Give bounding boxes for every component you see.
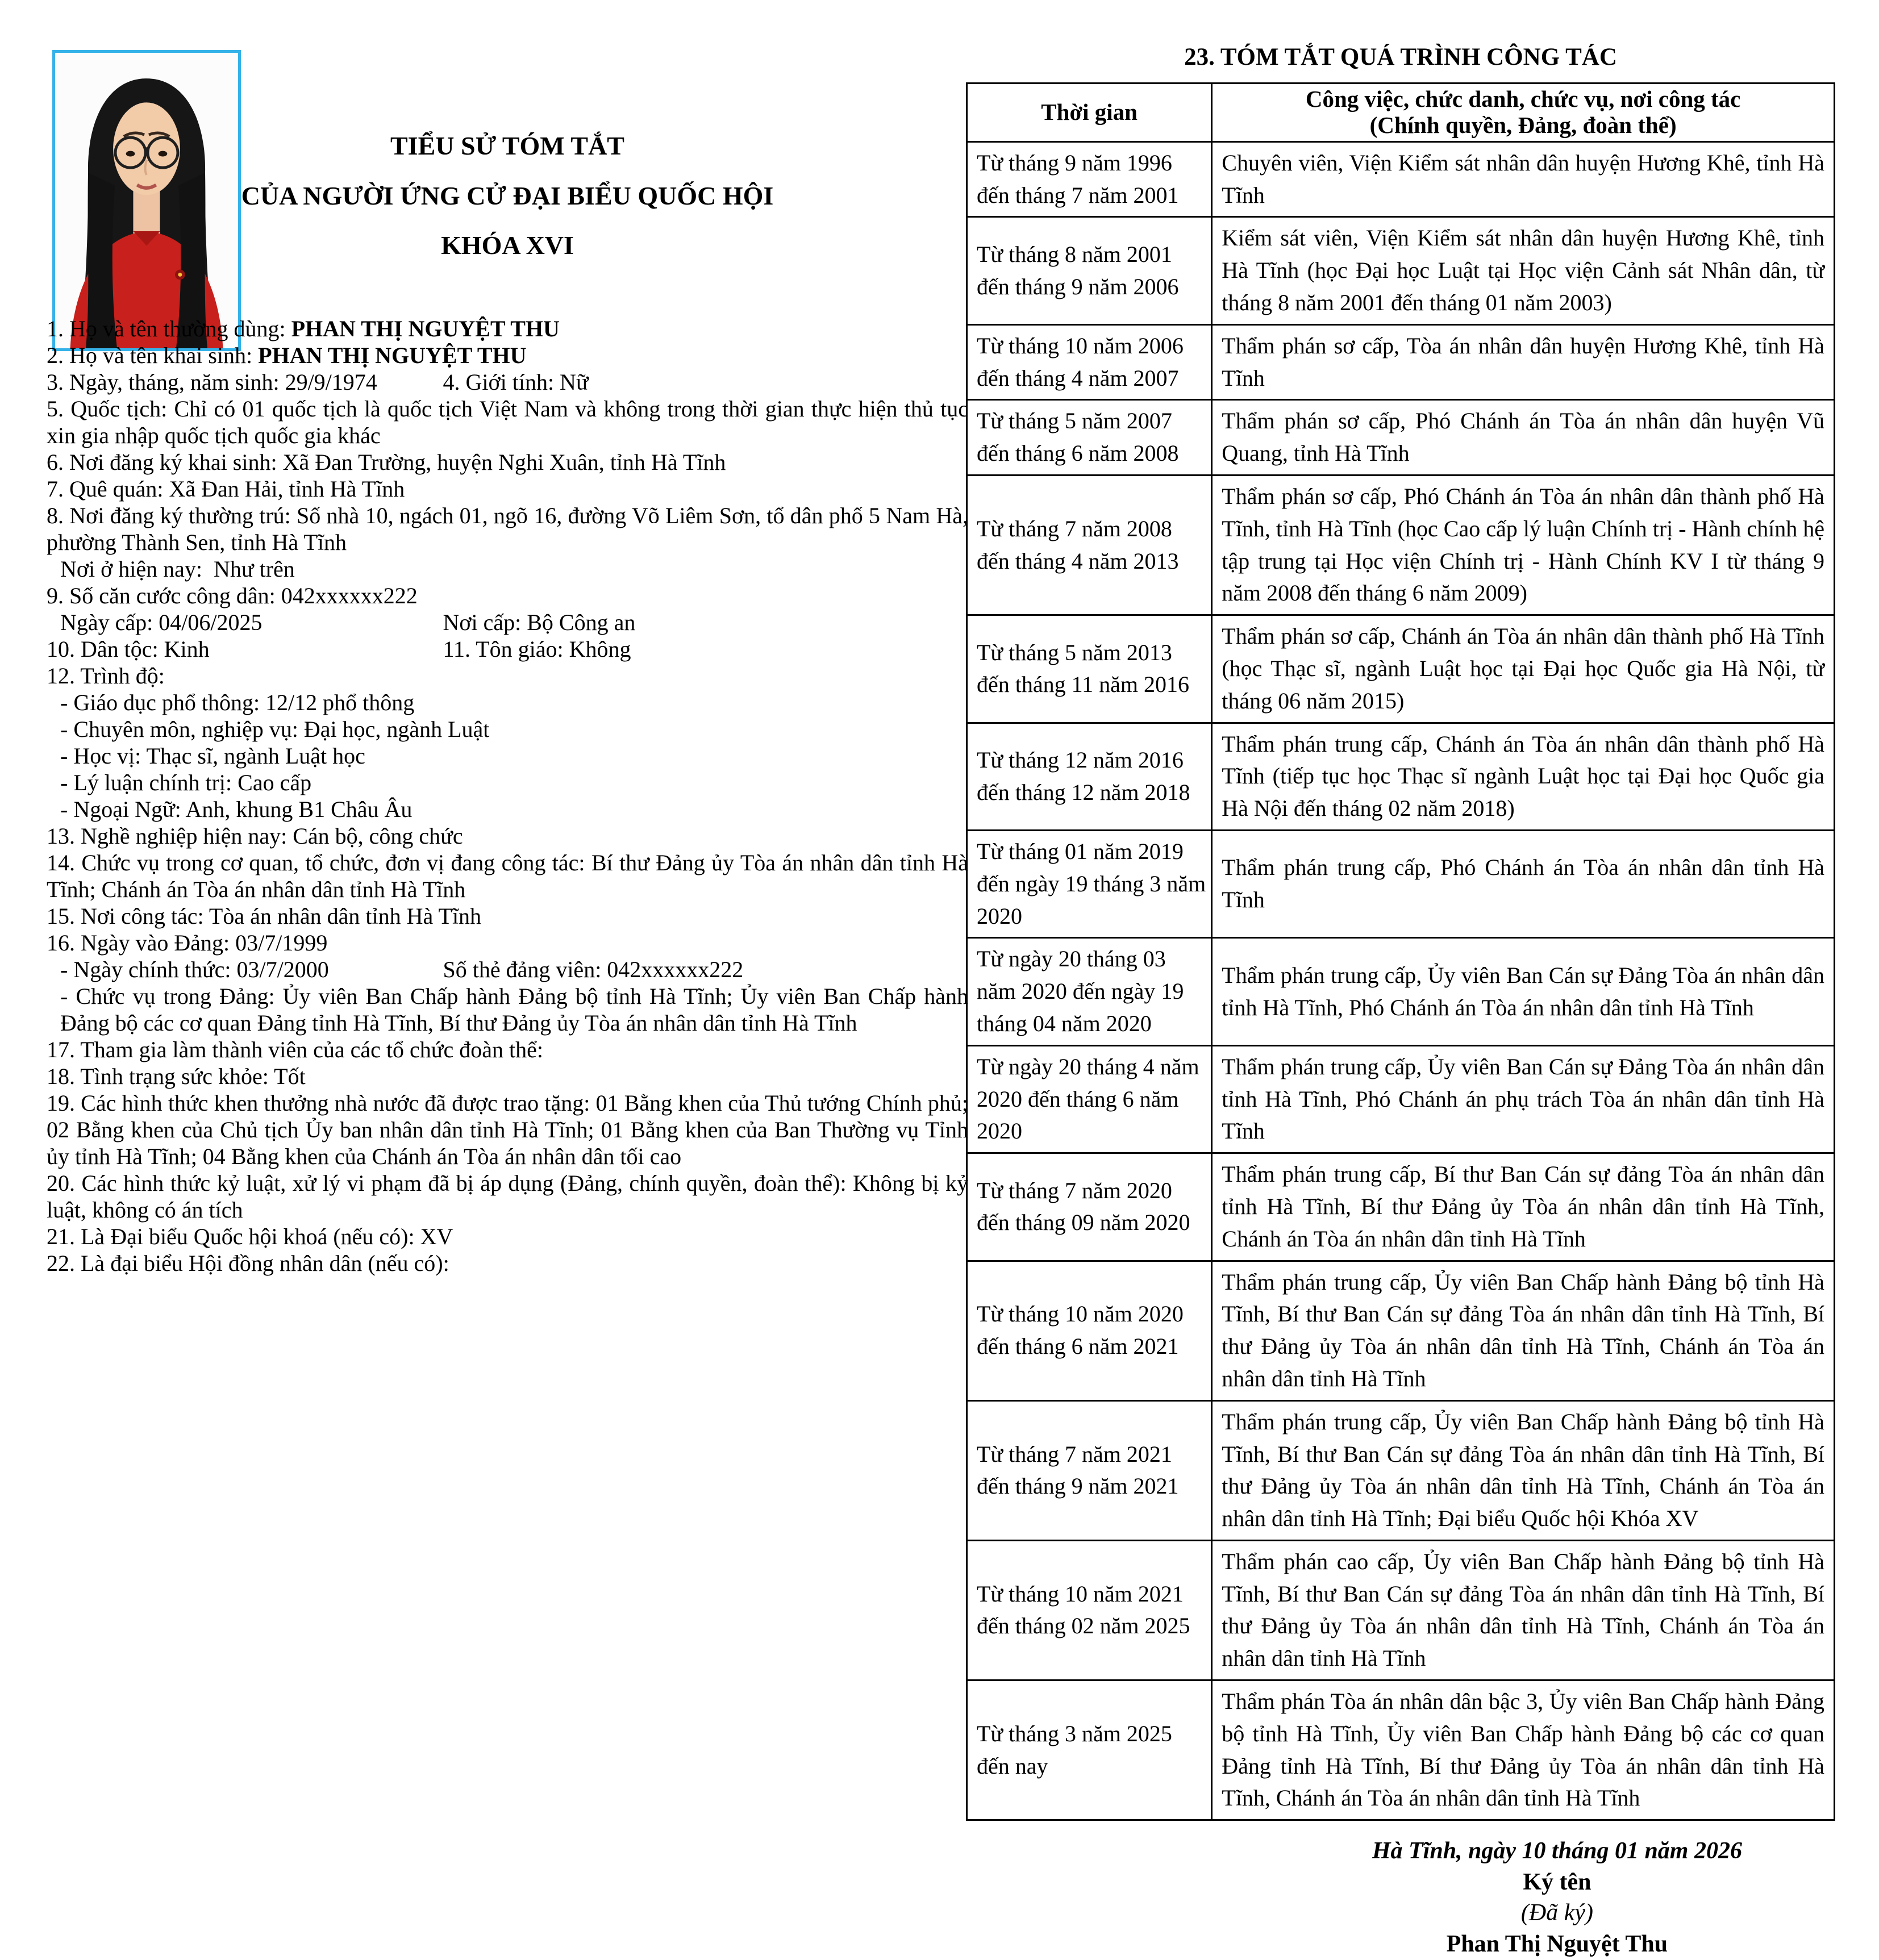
info-line	[47, 1036, 968, 1063]
table-row	[967, 1153, 1835, 1261]
position-cell: Thẩm phán sơ cấp, Chánh án Tòa án nhân dân thành phố Hà Tĩnh (học Thạc sĩ, ngành Luật học tại Đại học Quốc gia Hà Nội, từ tháng 06 năm 2015)	[1212, 615, 1835, 723]
period-cell: Từ tháng 7 năm 2008 đến tháng 4 năm 2013	[967, 475, 1212, 615]
info-line	[47, 315, 968, 342]
info-text: - Chức vụ trong Đảng: Ủy viên Ban Chấp hành Đảng bộ tỉnh Hà Tĩnh; Ủy viên Ban Chấp hành Đảng bộ các cơ quan Đảng tỉnh Hà Tĩnh, Bí thư Đảng ủy Tòa án nhân dân tỉnh Hà Tĩnh	[60, 983, 968, 1036]
info-text: 22. Là đại biểu Hội đồng nhân dân (nếu có):	[47, 1250, 449, 1277]
info-text: Số thẻ đảng viên: 042xxxxxx222	[443, 957, 744, 983]
position-cell: Thẩm phán sơ cấp, Phó Chánh án Tòa án nhân dân huyện Vũ Quang, tỉnh Hà Tĩnh	[1212, 400, 1835, 476]
info-line	[47, 1170, 968, 1223]
career-table	[966, 82, 1835, 1821]
info-line	[47, 689, 968, 716]
info-line	[47, 983, 968, 1036]
period-cell: Từ tháng 01 năm 2019 đến ngày 19 tháng 3 năm 2020	[967, 830, 1212, 937]
position-cell: Thẩm phán Tòa án nhân dân bậc 3, Ủy viên Ban Chấp hành Đảng bộ tỉnh Hà Tĩnh, Ủy viên Ban Chấp hành Đảng bộ các cơ quan Đảng tỉnh Hà Tĩnh, Bí thư Đảng ủy Tòa án nhân dân tỉnh Hà Tĩnh, Chánh án Tòa án nhân dân tỉnh Hà Tĩnh	[1212, 1680, 1835, 1820]
position-cell: Thẩm phán trung cấp, Phó Chánh án Tòa án nhân dân tỉnh Hà Tĩnh	[1212, 830, 1835, 937]
info-text: Nơi ở hiện nay: Như trên	[60, 556, 295, 582]
info-line	[47, 796, 968, 823]
info-text: 4. Giới tính: Nữ	[443, 369, 589, 395]
table-row	[967, 1261, 1835, 1400]
table-header-position-line1: Công việc, chức danh, chức vụ, nơi công tác	[1305, 86, 1741, 112]
position-cell: Thẩm phán trung cấp, Bí thư Ban Cán sự đảng Tòa án nhân dân tỉnh Hà Tĩnh, Bí thư Đảng ủy Tòa án nhân dân tỉnh Hà Tĩnh, Chánh án Tòa án nhân dân tỉnh Hà Tĩnh	[1212, 1153, 1835, 1261]
career-table-head	[967, 84, 1835, 142]
signature-label: Ký tên	[1523, 1869, 1591, 1895]
period-cell: Từ tháng 9 năm 1996 đến tháng 7 năm 2001	[967, 141, 1212, 217]
info-text: - Ngoại Ngữ: Anh, khung B1 Châu Âu	[60, 796, 413, 823]
candidate-name: PHAN THỊ NGUYỆT THU	[258, 343, 527, 369]
title-line-2: CỦA NGƯỜI ỨNG CỬ ĐẠI BIỂU QUỐC HỘI	[241, 181, 774, 210]
period-cell: Từ tháng 7 năm 2020 đến tháng 09 năm 2020	[967, 1153, 1212, 1261]
info-text: 13. Nghề nghiệp hiện nay: Cán bộ, công chức	[47, 823, 463, 849]
signature-place-date: Hà Tĩnh, ngày 10 tháng 01 năm 2026	[1372, 1838, 1742, 1865]
info-line	[47, 769, 968, 796]
period-cell: Từ tháng 5 năm 2007 đến tháng 6 năm 2008	[967, 400, 1212, 476]
info-text: 2. Họ và tên khai sinh:	[47, 343, 259, 369]
info-text: 1. Họ và tên thường dùng:	[47, 316, 291, 342]
table-row	[967, 723, 1835, 830]
title-line-3: KHÓA XVI	[441, 231, 574, 260]
info-text: 19. Các hình thức khen thưởng nhà nước đã được trao tặng: 01 Bằng khen của Thủ tướng Chính phủ; 02 Bằng khen của Chủ tịch Ủy ban nhân dân tỉnh Hà Tĩnh; 01 Bằng khen của Ban Thường vụ Tỉnh ủy tỉnh Hà Tĩnh; 04 Bằng khen của Chánh án Tòa án nhân dân tối cao	[47, 1090, 968, 1170]
info-line	[47, 395, 968, 449]
table-header-period: Thời gian	[967, 84, 1212, 142]
position-cell: Thẩm phán sơ cấp, Tòa án nhân dân huyện Hương Khê, tỉnh Hà Tĩnh	[1212, 324, 1835, 400]
info-line	[47, 716, 968, 743]
table-row	[967, 1400, 1835, 1540]
position-cell: Thẩm phán trung cấp, Ủy viên Ban Chấp hành Đảng bộ tỉnh Hà Tĩnh, Bí thư Ban Cán sự đảng Tòa án nhân dân tỉnh Hà Tĩnh, Bí thư Đảng ủy Tòa án nhân dân tỉnh Hà Tĩnh, Chánh án Tòa án nhân dân tỉnh Hà Tĩnh	[1212, 1261, 1835, 1400]
info-text: 14. Chức vụ trong cơ quan, tổ chức, đơn vị đang công tác: Bí thư Đảng ủy Tòa án nhân dân tỉnh Hà Tĩnh; Chánh án Tòa án nhân dân tỉnh Hà Tĩnh	[47, 850, 968, 903]
info-line	[47, 956, 968, 983]
info-text: - Ngày chính thức: 03/7/2000	[60, 957, 329, 983]
info-text: 18. Tình trạng sức khỏe: Tốt	[47, 1064, 306, 1090]
table-header-row	[967, 84, 1835, 142]
info-text: 3. Ngày, tháng, năm sinh: 29/9/1974	[47, 369, 377, 395]
info-text: 7. Quê quán: Xã Đan Hải, tỉnh Hà Tĩnh	[47, 476, 405, 502]
table-row	[967, 1045, 1835, 1153]
info-text: 5. Quốc tịch: Chỉ có 01 quốc tịch là quốc tịch Việt Nam và không trong thời gian thực hiện thủ tục xin gia nhập quốc tịch quốc gia khác	[47, 396, 968, 449]
info-text: - Chuyên môn, nghiệp vụ: Đại học, ngành Luật	[60, 716, 490, 743]
info-line	[47, 1063, 968, 1090]
personal-info-list	[47, 315, 968, 1277]
info-text: Ngày cấp: 04/06/2025	[60, 610, 263, 636]
table-header-position	[1212, 84, 1835, 142]
info-line	[47, 582, 968, 609]
table-row	[967, 141, 1835, 217]
info-text: 6. Nơi đăng ký khai sinh: Xã Đan Trường, huyện Nghi Xuân, tỉnh Hà Tĩnh	[47, 449, 726, 476]
position-cell: Thẩm phán trung cấp, Ủy viên Ban Cán sự Đảng Tòa án nhân dân tỉnh Hà Tĩnh, Phó Chánh án phụ trách Tòa án nhân dân tỉnh Hà Tĩnh	[1212, 1045, 1835, 1153]
period-cell: Từ tháng 7 năm 2021 đến tháng 9 năm 2021	[967, 1400, 1212, 1540]
info-text: 11. Tôn giáo: Không	[443, 636, 631, 662]
table-row	[967, 400, 1835, 476]
signer-name: Phan Thị Nguyệt Thu	[1446, 1931, 1668, 1958]
table-header-position-line2: (Chính quyền, Đảng, đoàn thể)	[1369, 111, 1677, 138]
position-cell: Thẩm phán trung cấp, Ủy viên Ban Cán sự Đảng Tòa án nhân dân tỉnh Hà Tĩnh, Phó Chánh án Tòa án nhân dân tỉnh Hà Tĩnh	[1212, 938, 1835, 1045]
table-row	[967, 324, 1835, 400]
info-line	[47, 929, 968, 956]
info-line	[47, 1090, 968, 1170]
info-line	[47, 556, 968, 582]
info-line	[47, 849, 968, 903]
portrait-illustration	[55, 53, 238, 348]
position-cell: Thẩm phán cao cấp, Ủy viên Ban Chấp hành Đảng bộ tỉnh Hà Tĩnh, Bí thư Ban Cán sự đảng Tòa án nhân dân tỉnh Hà Tĩnh, Bí thư Đảng ủy Tòa án nhân dân tỉnh Hà Tĩnh, Chánh án Tòa án nhân dân tỉnh Hà Tĩnh	[1212, 1540, 1835, 1680]
position-cell: Thẩm phán sơ cấp, Phó Chánh án Tòa án nhân dân thành phố Hà Tĩnh, tỉnh Hà Tĩnh (học Cao cấp lý luận Chính trị - Hành chính hệ tập trung tại Học viện Chính trị - Hành Chính KV I từ tháng 9 năm 2008 đến tháng 6 năm 2009)	[1212, 475, 1835, 615]
left-column	[47, 0, 968, 1277]
position-cell: Thẩm phán trung cấp, Ủy viên Ban Chấp hành Đảng bộ tỉnh Hà Tĩnh, Bí thư Ban Cán sự đảng Tòa án nhân dân tỉnh Hà Tĩnh, Bí thư Đảng ủy Tòa án nhân dân tỉnh Hà Tĩnh, Chánh án Tòa án nhân dân tỉnh Hà Tĩnh; Đại biểu Quốc hội Khóa XV	[1212, 1400, 1835, 1540]
period-cell: Từ tháng 3 năm 2025 đến nay	[967, 1680, 1212, 1820]
info-line	[47, 502, 968, 556]
period-cell: Từ tháng 5 năm 2013 đến tháng 11 năm 2016	[967, 615, 1212, 723]
info-line	[47, 1223, 968, 1250]
portrait-photo	[52, 50, 241, 351]
info-text: 16. Ngày vào Đảng: 03/7/1999	[47, 930, 328, 956]
period-cell: Từ tháng 10 năm 2020 đến tháng 6 năm 2021	[967, 1261, 1212, 1400]
position-cell: Thẩm phán trung cấp, Chánh án Tòa án nhân dân thành phố Hà Tĩnh (tiếp tục học Thạc sĩ ngành Luật học tại Đại học Quốc gia Hà Nội đến tháng 02 năm 2018)	[1212, 723, 1835, 830]
info-text: 9. Số căn cước công dân: 042xxxxxx222	[47, 583, 418, 609]
period-cell: Từ tháng 10 năm 2006 đến tháng 4 năm 2007	[967, 324, 1212, 400]
signed-note: (Đã ký)	[1520, 1900, 1593, 1926]
info-text: - Giáo dục phổ thông: 12/12 phổ thông	[60, 690, 415, 716]
period-cell: Từ ngày 20 tháng 4 năm 2020 đến tháng 6 năm 2020	[967, 1045, 1212, 1153]
period-cell: Từ ngày 20 tháng 03 năm 2020 đến ngày 19 tháng 04 năm 2020	[967, 938, 1212, 1045]
info-line	[47, 636, 968, 662]
career-section-heading: 23. TÓM TẮT QUÁ TRÌNH CÔNG TÁC	[1184, 44, 1617, 70]
table-row	[967, 830, 1835, 937]
info-text: - Học vị: Thạc sĩ, ngành Luật học	[60, 743, 365, 769]
info-text: 15. Nơi công tác: Tòa án nhân dân tỉnh Hà Tĩnh	[47, 903, 482, 929]
info-text: 17. Tham gia làm thành viên của các tổ chức đoàn thể:	[47, 1037, 543, 1063]
info-text: 21. Là Đại biểu Quốc hội khoá (nếu có): XV	[47, 1224, 453, 1250]
right-column	[966, 0, 1835, 1960]
career-table-body	[967, 141, 1835, 1820]
candidate-name: PHAN THỊ NGUYỆT THU	[291, 316, 560, 342]
period-cell: Từ tháng 8 năm 2001 đến tháng 9 năm 2006	[967, 217, 1212, 324]
info-text: 12. Trình độ:	[47, 663, 165, 689]
info-line	[47, 369, 968, 395]
title-line-1: TIỂU SỬ TÓM TẮT	[390, 131, 624, 160]
info-line	[47, 662, 968, 689]
info-line	[47, 609, 968, 636]
info-line	[47, 342, 968, 369]
info-line	[47, 903, 968, 929]
position-cell: Chuyên viên, Viện Kiểm sát nhân dân huyện Hương Khê, tỉnh Hà Tĩnh	[1212, 141, 1835, 217]
signature-block	[1279, 1836, 1835, 1959]
info-text: 8. Nơi đăng ký thường trú: Số nhà 10, ngách 01, ngõ 16, đường Võ Liêm Sơn, tổ dân phố 5 Nam Hà, phường Thành Sen, tỉnh Hà Tĩnh	[47, 503, 968, 556]
info-text: Nơi cấp: Bộ Công an	[443, 610, 636, 636]
period-cell: Từ tháng 12 năm 2016 đến tháng 12 năm 2018	[967, 723, 1212, 830]
info-line	[47, 476, 968, 502]
table-row	[967, 615, 1835, 723]
table-row	[967, 475, 1835, 615]
info-line	[47, 1250, 968, 1277]
period-cell: Từ tháng 10 năm 2021 đến tháng 02 năm 2025	[967, 1540, 1212, 1680]
table-row	[967, 1540, 1835, 1680]
table-row	[967, 217, 1835, 324]
table-row	[967, 938, 1835, 1045]
info-text: 10. Dân tộc: Kinh	[47, 636, 210, 662]
info-line	[47, 823, 968, 849]
table-row	[967, 1680, 1835, 1820]
info-line	[47, 449, 968, 476]
info-line	[47, 743, 968, 769]
info-text: - Lý luận chính trị: Cao cấp	[60, 770, 312, 796]
info-text: 20. Các hình thức kỷ luật, xử lý vi phạm đã bị áp dụng (Đảng, chính quyền, đoàn thể): Không bị kỷ luật, không có án tích	[47, 1170, 968, 1223]
position-cell: Kiểm sát viên, Viện Kiểm sát nhân dân huyện Hương Khê, tỉnh Hà Tĩnh (học Đại học Luật tại Học viện Cảnh sát Nhân dân, từ tháng 8 năm 2001 đến tháng 01 năm 2003)	[1212, 217, 1835, 324]
